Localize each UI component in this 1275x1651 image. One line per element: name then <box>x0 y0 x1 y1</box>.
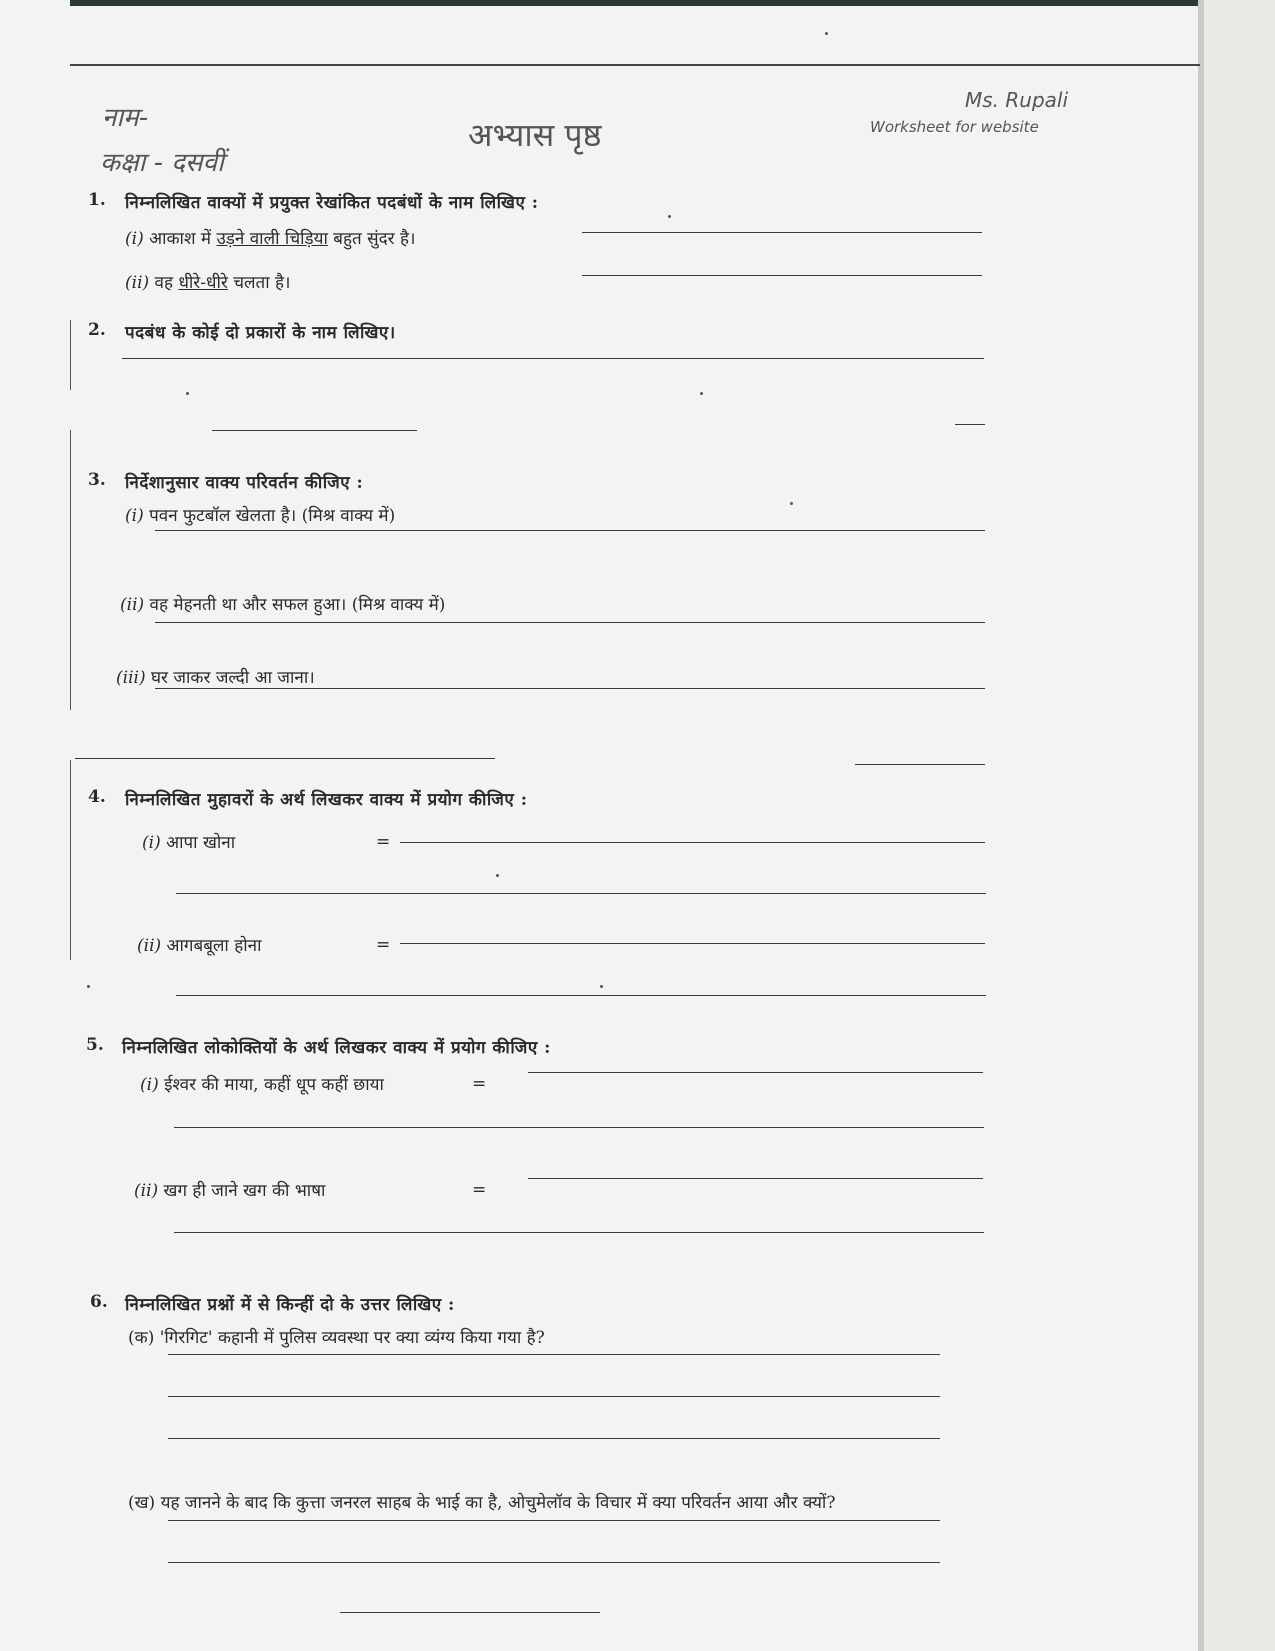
q1-item-2-pre: वह <box>154 273 179 293</box>
scan-speck <box>825 32 828 35</box>
scan-speck <box>700 392 703 395</box>
q3-item-2-text: वह मेहनती था और सफल हुआ। (मिश्र वाक्य में) <box>149 595 446 615</box>
q3-item-3-label: (iii) <box>116 668 146 688</box>
answer-line[interactable] <box>168 1562 940 1563</box>
q3-item-2 <box>120 592 445 615</box>
q1-item-1-underlined: उड़ने वाली चिड़िया <box>216 229 328 249</box>
author-sub: Worksheet for website <box>870 118 1039 136</box>
answer-line[interactable] <box>174 1232 984 1233</box>
q2-text: पदबंध के कोई दो प्रकारों के नाम लिखिए। <box>125 323 396 343</box>
q3-item-1 <box>125 503 395 526</box>
answer-line[interactable] <box>168 1438 940 1439</box>
q3-item-1-text: पवन फुटबॉल खेलता है। (मिश्र वाक्य में) <box>149 506 396 526</box>
q5-number: 5. <box>86 1035 104 1055</box>
margin-line <box>70 760 71 960</box>
q6-number: 6. <box>90 1292 108 1312</box>
q5-item-1 <box>140 1072 384 1095</box>
q5-item-2-equals: = <box>472 1180 487 1200</box>
scan-speck <box>668 215 671 218</box>
scan-speck <box>87 985 90 988</box>
q4-item-2-equals: = <box>376 935 391 955</box>
answer-line[interactable] <box>528 1178 983 1179</box>
q4-number: 4. <box>88 787 106 807</box>
q3-item-3-text: घर जाकर जल्दी आ जाना। <box>150 668 315 688</box>
q1-item-2-label: (ii) <box>125 273 150 293</box>
answer-line[interactable] <box>855 764 985 765</box>
q5-item-2 <box>134 1178 325 1201</box>
scan-right-margin <box>1204 0 1275 1651</box>
q1-text: निम्नलिखित वाक्यों में प्रयुक्त रेखांकित पदबंधों के नाम लिखिए : <box>125 193 539 213</box>
q6-item-2-text: यह जानने के बाद कि कुत्ता जनरल साहब के भाई का है, ओचुमेलॉव के विचार में क्या परिवर्तन आया और क्यों? <box>160 1493 836 1513</box>
q6-text: निम्नलिखित प्रश्नों में से किन्हीं दो के उत्तर लिखिए : <box>125 1295 455 1315</box>
answer-line[interactable] <box>168 1354 940 1355</box>
q1-item-2-post: चलता है। <box>227 273 291 293</box>
q5-item-1-equals: = <box>472 1074 487 1094</box>
q6-item-1-label: (क) <box>128 1328 155 1348</box>
q5-item-2-text: खग ही जाने खग की भाषा <box>163 1181 326 1201</box>
q5-item-2-label: (ii) <box>134 1181 159 1201</box>
q3-item-3 <box>116 665 315 688</box>
q6-item-1 <box>128 1325 545 1348</box>
answer-line[interactable] <box>400 943 985 944</box>
q5-item-1-label: (i) <box>140 1075 159 1095</box>
q1-item-1-pre: आकाश में <box>149 229 217 249</box>
q1-item-1-post: बहुत सुंदर है। <box>327 229 416 249</box>
q6-item-2 <box>128 1490 835 1513</box>
answer-line[interactable] <box>582 275 982 276</box>
answer-line[interactable] <box>212 430 417 431</box>
q1-item-1-label: (i) <box>125 229 144 249</box>
margin-line <box>70 430 71 710</box>
q4-item-2 <box>137 933 262 956</box>
q4-item-1-equals: = <box>376 832 391 852</box>
q1-item-2 <box>125 270 291 293</box>
answer-line[interactable] <box>174 1127 984 1128</box>
q4-text: निम्नलिखित मुहावरों के अर्थ लिखकर वाक्य में प्रयोग कीजिए : <box>125 790 528 810</box>
q6-item-1-text: 'गिरगिट' कहानी में पुलिस व्यवस्था पर क्या व्यंग्य किया गया है? <box>159 1328 545 1348</box>
q4-item-1 <box>142 830 235 853</box>
scan-speck <box>790 502 793 505</box>
q4-item-1-text: आपा खोना <box>166 833 236 853</box>
scan-top-border <box>70 0 1200 6</box>
scan-speck <box>600 985 603 988</box>
answer-line[interactable] <box>400 842 985 843</box>
answer-line[interactable] <box>176 893 986 894</box>
name-label: नाम- <box>102 103 149 133</box>
header-rule <box>70 64 1200 66</box>
scan-speck <box>186 392 189 395</box>
answer-line[interactable] <box>155 530 985 531</box>
scan-speck <box>496 874 499 877</box>
q1-item-1 <box>125 226 415 249</box>
answer-line[interactable] <box>955 424 985 425</box>
answer-line[interactable] <box>168 1520 940 1521</box>
answer-line[interactable] <box>528 1072 983 1073</box>
q1-number: 1. <box>88 190 106 210</box>
q4-item-1-label: (i) <box>142 833 161 853</box>
author-note: Ms. Rupali <box>965 88 1069 112</box>
q2-number: 2. <box>88 320 106 340</box>
answer-line[interactable] <box>155 688 985 689</box>
q5-text: निम्नलिखित लोकोक्तियों के अर्थ लिखकर वाक्य में प्रयोग कीजिए : <box>122 1038 551 1058</box>
q3-text: निर्देशानुसार वाक्य परिवर्तन कीजिए : <box>125 473 364 493</box>
answer-line[interactable] <box>168 1396 940 1397</box>
q6-item-2-label: (ख) <box>128 1493 156 1513</box>
q3-number: 3. <box>88 470 106 490</box>
answer-line[interactable] <box>340 1612 600 1613</box>
q3-item-1-label: (i) <box>125 506 144 526</box>
q1-item-2-underlined: धीरे-धीरे <box>178 273 228 293</box>
q3-item-2-label: (ii) <box>120 595 145 615</box>
separator-line <box>75 758 495 759</box>
answer-line[interactable] <box>155 622 985 623</box>
class-label: कक्षा - दसवीं <box>100 148 224 178</box>
q4-item-2-label: (ii) <box>137 936 162 956</box>
page-title: अभ्यास पृष्ठ <box>468 116 602 154</box>
answer-line[interactable] <box>176 995 986 996</box>
answer-line[interactable] <box>122 358 984 359</box>
answer-line[interactable] <box>582 232 982 233</box>
q5-item-1-text: ईश्वर की माया, कहीं धूप कहीं छाया <box>164 1075 384 1095</box>
margin-line <box>70 320 71 390</box>
q4-item-2-text: आगबबूला होना <box>166 936 262 956</box>
